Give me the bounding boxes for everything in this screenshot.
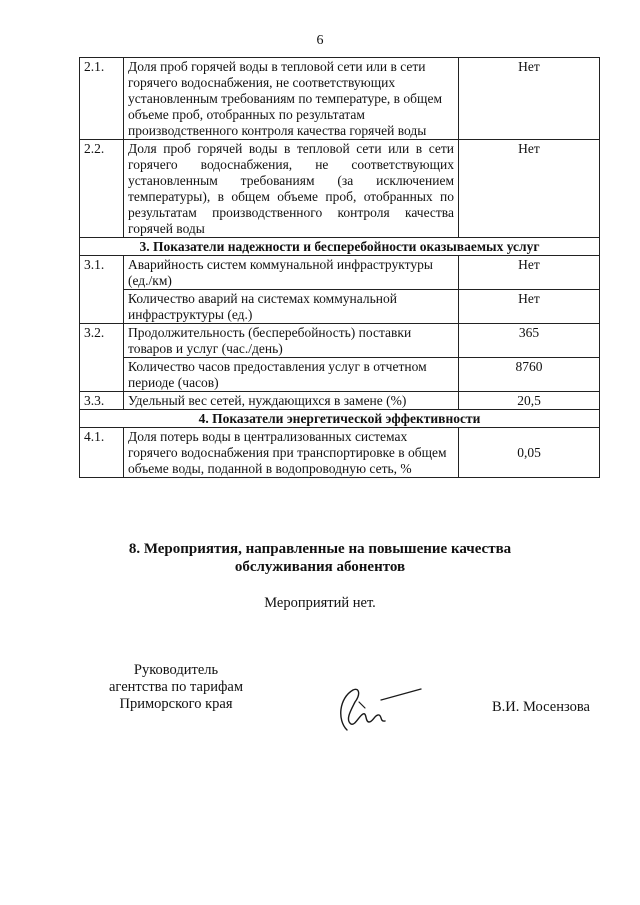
section-row [80, 410, 600, 428]
indicator-value: 8760 [459, 358, 600, 392]
row-number: 3.2. [80, 324, 124, 392]
section-heading-line: обслуживания абонентов [234, 559, 406, 575]
indicators-table [79, 57, 600, 478]
indicator-value: 0,05 [459, 428, 600, 478]
section-title: 3. Показатели надежности и бесперебойности оказываемых услуг [80, 238, 600, 256]
signer-position-line: агентства по тарифам [109, 679, 243, 695]
indicator-text: Количество аварий на системах коммунальной инфраструктуры (ед.) [124, 290, 459, 324]
indicator-text: Количество часов предоставления услуг в отчетном периоде (часов) [124, 358, 459, 392]
measures-text: Мероприятий нет. [264, 595, 376, 611]
table-row [80, 140, 600, 238]
indicator-value: Нет [459, 290, 600, 324]
indicator-text: Продолжительность (бесперебойность) поставки товаров и услуг (час./день) [124, 324, 459, 358]
table-row [80, 428, 600, 478]
indicator-value: Нет [459, 256, 600, 290]
table-row [80, 392, 600, 410]
table-row [80, 358, 600, 392]
indicator-text: Удельный вес сетей, нуждающихся в замене (%) [124, 392, 459, 410]
signer-position-line: Руководитель [133, 662, 219, 678]
signer-position-line: Приморского края [119, 696, 233, 712]
indicator-text: Доля потерь воды в централизованных системах горячего водоснабжения при транспортировке в общем объеме воды, поданной в водопроводную сеть, % [124, 428, 459, 478]
indicator-text: Доля проб горячей воды в тепловой сети или в сети горячего водоснабжения, не соответствующих установленным требованиям по температуре, в общем объеме проб, отобранных по результатам производственного контроля качества горячей воды [124, 58, 459, 140]
indicator-text: Аварийность систем коммунальной инфраструктуры (ед./км) [124, 256, 459, 290]
row-number: 2.1. [80, 58, 124, 140]
section-title: 4. Показатели энергетической эффективности [80, 410, 600, 428]
section-heading-line: 8. Мероприятия, направленные на повышение качества [128, 541, 512, 557]
indicator-value: Нет [459, 140, 600, 238]
page-number: 6 [316, 33, 324, 48]
table-row [80, 58, 600, 140]
indicator-text: Доля проб горячей воды в тепловой сети или в сети горячего водоснабжения, не соответствующих установленным требованиям (за исключением температуры), в общем объеме проб, отобранных по результатам производственного контроля качества горячей воды [124, 140, 459, 238]
section-row [80, 238, 600, 256]
table-row [80, 324, 600, 358]
indicator-value: 365 [459, 324, 600, 358]
indicator-value: Нет [459, 58, 600, 140]
row-number: 3.1. [80, 256, 124, 324]
row-number: 4.1. [80, 428, 124, 478]
row-number: 3.3. [80, 392, 124, 410]
signer-name: В.И. Мосензова [492, 699, 590, 715]
row-number: 2.2. [80, 140, 124, 238]
indicator-value: 20,5 [459, 392, 600, 410]
table-row [80, 290, 600, 324]
section-heading [0, 540, 640, 576]
signer-position [76, 662, 276, 713]
handwritten-signature [325, 680, 425, 740]
table-row [80, 256, 600, 290]
